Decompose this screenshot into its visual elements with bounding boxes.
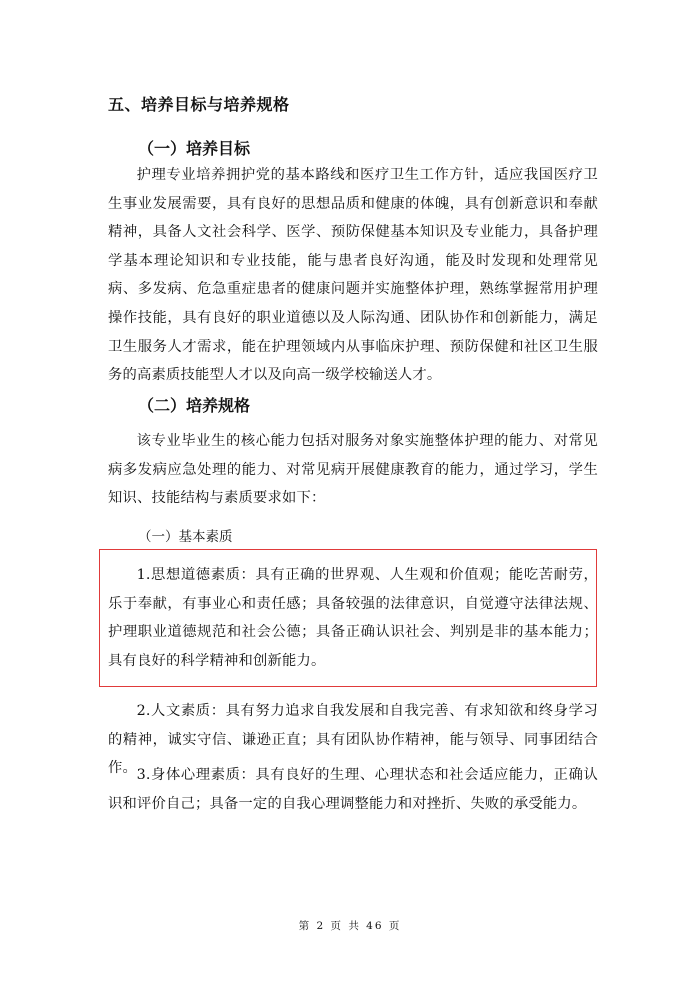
- specifications-title: （二）培养规格: [138, 396, 251, 415]
- quality-item-humanities: 2.人文素质：具有努力追求自我发展和自我完善、有求知欲和终身学习的精神，诚实守信、谦逊正直；具有团队协作精神，能与领导、同事团结合作。: [108, 703, 598, 777]
- basic-quality-title: （一）基本素质: [138, 529, 233, 545]
- section-heading: 五、培养目标与培养规格: [108, 95, 290, 114]
- objectives-paragraph: 护理专业培养拥护党的基本路线和医疗卫生工作方针，适应我国医疗卫生事业发展需要，具有良好的思想品质和健康的体魄，具有创新意识和奉献精神，具备人文社会科学、医学、预防保健基本知识及专业能力，具备护理学基本理论知识和专业技能，能与患者良好沟通，能及时发现和处理常见病、多发病、危急重症患者的健康问题并实施整体护理，熟练掌握常用护理操作技能，具有良好的职业道德以及人际沟通、团队协作和创新能力，满足卫生服务人才需求，能在护理领域内从事临床护理、预防保健和社区卫生服务的高素质技能型人才以及向高一级学校输送人才。: [108, 167, 598, 384]
- quality-item-physical-mental: 3.身体心理素质：具有良好的生理、心理状态和社会适应能力，正确认识和评价自己；具备一定的自我心理调整能力和对挫折、失败的承受能力。: [108, 767, 598, 812]
- specifications-intro-paragraph: 该专业毕业生的核心能力包括对服务对象实施整体护理的能力、对常见病多发病应急处理的能力、对常见病开展健康教育的能力，通过学习，学生知识、技能结构与素质要求如下：: [108, 433, 598, 507]
- objectives-title: （一）培养目标: [138, 139, 251, 158]
- quality-item-moral: 1.思想道德素质：具有正确的世界观、人生观和价值观；能吃苦耐劳，乐于奉献，有事业心和责任感；具备较强的法律意识，自觉遵守法律法规、护理职业道德规范和社会公德；具备正确认识社会、判别是非的基本能力；具有良好的科学精神和创新能力。: [108, 567, 598, 669]
- page-number-footer: 第 2 页 共 46 页: [298, 920, 402, 932]
